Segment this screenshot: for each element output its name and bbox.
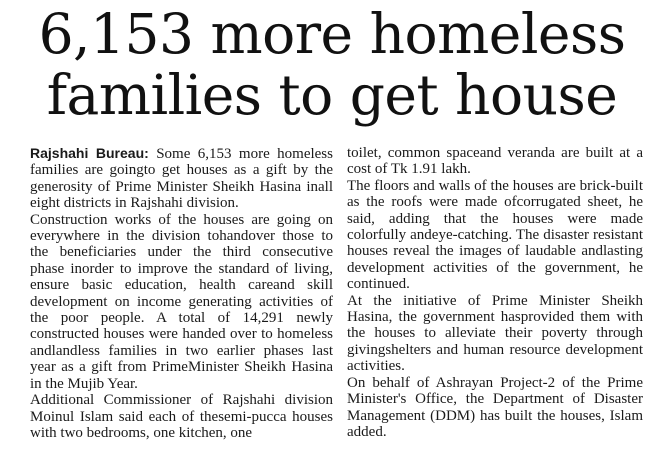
paragraph: At the initiative of Prime Minister Sheikh Hasina, the government hasprovided them with the houses to alleviate their poverty through givingshelters and human resource development activities. (347, 292, 643, 375)
paragraph (30, 145, 333, 212)
byline: Rajshahi Bureau: (30, 145, 149, 161)
paragraph: Additional Commissioner of Rajshahi division Moinul Islam said each of thesemi-pucca houses with two bedrooms, one kitchen, one (30, 392, 333, 441)
headline-line-1: 6,153 more homeless (38, 2, 626, 66)
article-column-left (30, 145, 333, 441)
headline-line-2: families to get house (46, 63, 618, 127)
paragraph: Construction works of the houses are going on everywhere in the division tohandover those to the beneficiaries under the third consecutive phase inorder to improve the standard of living, ensure basic education, health careand skill development on income generating activities of the poor people. A total of 14,291 newly constructed houses were handed over to homeless andlandless families in two earlier phases last year as a gift from PrimeMinister Sheikh Hasina in the Mujib Year. (30, 211, 333, 392)
article-column-right (347, 145, 643, 440)
paragraph: toilet, common spaceand veranda are built at a cost of Tk 1.91 lakh. (347, 145, 643, 178)
paragraph: The floors and walls of the houses are brick-built as the roofs were made ofcorrugated sheet, he said, adding that the houses were made colorfully andeye-catching. The disaster resistant houses reveal the images of laudable andlasting development activities of the government, he continued. (347, 177, 643, 293)
headline (0, 4, 664, 126)
paragraph-text: Some 6,153 more homeless families are goingto get houses as a gift by the generosity of Prime Minister Sheikh Hasina inall eight districts in Rajshahi division. (30, 146, 333, 212)
paragraph: On behalf of Ashrayan Project-2 of the Prime Minister's Office, the Department of Disaster Management (DDM) has built the houses, Islam added. (347, 374, 643, 440)
